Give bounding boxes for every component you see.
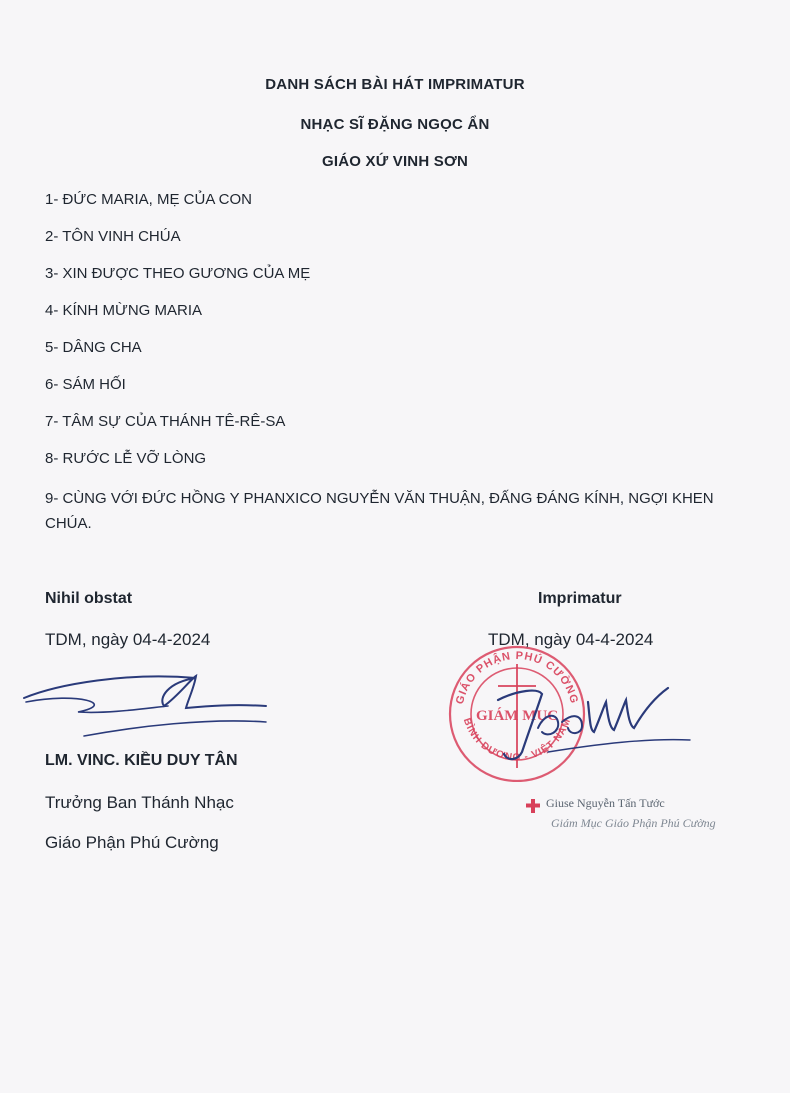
list-item: 4- KÍNH MỪNG MARIA bbox=[45, 302, 202, 319]
signer-name: LM. VINC. KIỀU DUY TÂN bbox=[45, 752, 238, 769]
signature-left bbox=[18, 662, 278, 742]
song-list bbox=[45, 190, 745, 553]
signer-role: Trưởng Ban Thánh Nhạc bbox=[45, 793, 234, 812]
list-item: 2- TÔN VINH CHÚA bbox=[45, 228, 181, 245]
list-item: 7- TÂM SỰ CỦA THÁNH TÊ-RÊ-SA bbox=[45, 413, 286, 430]
bishop-name: Giuse Nguyễn Tấn Tước bbox=[546, 796, 665, 810]
nihil-obstat-title: Nihil obstat bbox=[45, 590, 133, 607]
imprimatur-title: Imprimatur bbox=[538, 590, 622, 607]
list-item: 9- CÙNG VỚI ĐỨC HỒNG Y PHANXICO NGUYỄN VĂN THUẬN, ĐẤNG ĐÁNG KÍNH, NGỢI KHEN CHÚA. bbox=[45, 490, 714, 532]
signer-diocese: Giáo Phận Phú Cường bbox=[45, 833, 219, 852]
list-item: 8- RƯỚC LỄ VỠ LÒNG bbox=[45, 450, 207, 467]
bishop-title: Giám Mục Giáo Phận Phú Cường bbox=[551, 816, 716, 830]
signature-right bbox=[475, 672, 698, 772]
document-title: DANH SÁCH BÀI HÁT IMPRIMATUR bbox=[265, 76, 525, 93]
seal-center-text: GIÁM MỤC bbox=[475, 708, 559, 724]
imprimatur-date: TDM, ngày 04-4-2024 bbox=[488, 630, 654, 649]
list-item: 6- SÁM HỐI bbox=[45, 376, 126, 393]
composer-line: NHẠC SĨ ĐẶNG NGỌC ẨN bbox=[300, 116, 490, 133]
parish-line: GIÁO XỨ VINH SƠN bbox=[322, 153, 468, 170]
seal-bottom-text: BÌNH DƯƠNG - VIỆT NAM bbox=[460, 716, 574, 764]
list-item: 1- ĐỨC MARIA, MẸ CỦA CON bbox=[45, 191, 252, 208]
cross-icon bbox=[525, 798, 541, 814]
list-item: 3- XIN ĐƯỢC THEO GƯƠNG CỦA MẸ bbox=[45, 265, 311, 282]
list-item: 5- DÂNG CHA bbox=[45, 339, 142, 356]
nihil-obstat-date: TDM, ngày 04-4-2024 bbox=[45, 630, 211, 649]
seal-top-text: GIÁO PHẬN PHÚ CƯỜNG bbox=[453, 649, 581, 706]
